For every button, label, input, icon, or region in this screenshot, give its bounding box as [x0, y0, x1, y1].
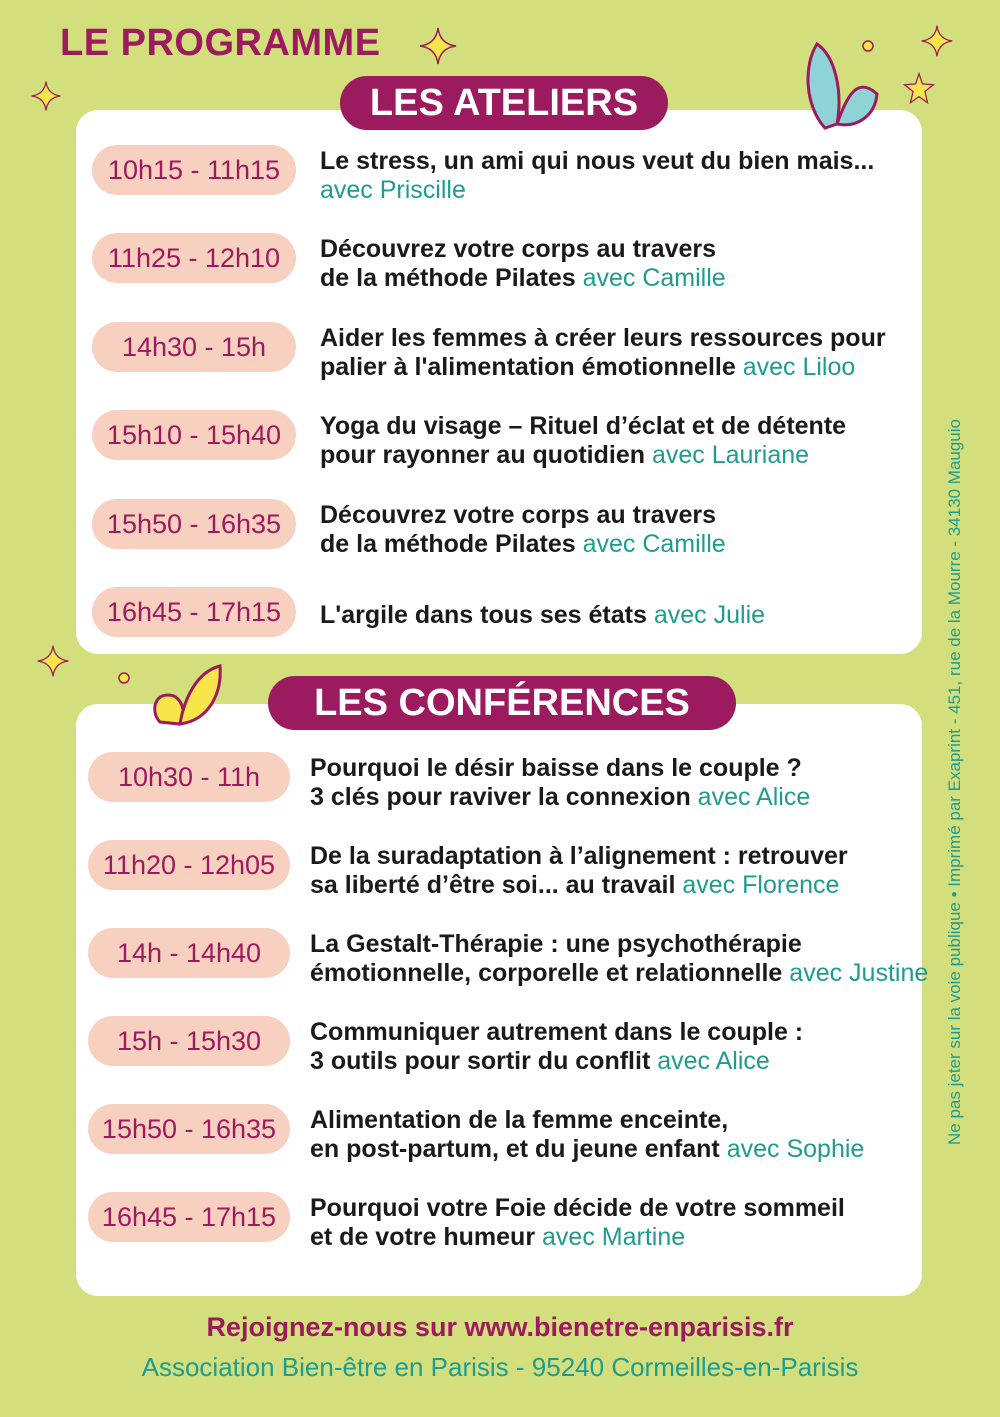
- session-title: [310, 1194, 845, 1252]
- schedule-row: [88, 752, 928, 811]
- time-badge: 11h20 - 12h05: [88, 840, 290, 890]
- time-badge: 16h45 - 17h15: [88, 1192, 290, 1242]
- session-title-line: La Gestalt-Thérapie : une psychothérapie: [310, 930, 802, 958]
- session-title-line: L'argile dans tous ses états: [320, 601, 647, 629]
- speaker-name: avec Florence: [682, 871, 840, 899]
- session-title: [320, 235, 726, 293]
- speaker-name: avec Liloo: [742, 352, 856, 381]
- schedule-row: [92, 499, 932, 558]
- session-title-line: en post-partum, et du jeune enfant: [310, 1135, 720, 1163]
- session-title-line: de la méthode Pilates: [320, 264, 583, 293]
- schedule-row: [92, 410, 932, 470]
- page-title: LE PROGRAMME: [60, 22, 381, 64]
- session-title-line: pour rayonner au quotidien: [320, 441, 646, 470]
- session-title-line: palier à l'alimentation émotionnelle: [320, 352, 736, 381]
- time-badge: 16h45 - 17h15: [92, 587, 296, 637]
- speaker-name: avec Julie: [653, 601, 766, 629]
- speaker-name: avec Alice: [657, 1047, 770, 1075]
- speaker-name: avec Camille: [582, 264, 726, 293]
- session-title: [310, 842, 848, 900]
- time-badge: 14h - 14h40: [88, 928, 290, 978]
- speaker-name: avec Martine: [542, 1223, 686, 1251]
- butterfly-icon: [795, 36, 880, 136]
- time-badge: 15h10 - 15h40: [92, 410, 296, 460]
- session-title-line: Pourquoi le désir baisse dans le couple ?: [310, 754, 802, 782]
- session-title: [320, 324, 886, 382]
- ateliers-section-title: LES ATELIERS: [340, 76, 668, 130]
- speaker-name: avec Sophie: [726, 1135, 865, 1163]
- session-title-line: et de votre humeur: [310, 1223, 536, 1251]
- schedule-row: [92, 145, 932, 204]
- website-link[interactable]: Rejoignez-nous sur www.bienetre-enparisis.fr: [206, 1312, 794, 1342]
- speaker-name: avec Lauriane: [651, 441, 810, 470]
- speaker-name: avec Camille: [582, 529, 726, 558]
- session-title-line: Yoga du visage – Rituel d’éclat et de détente: [320, 412, 847, 441]
- session-title-line: sa liberté d’être soi... au travail: [310, 871, 676, 899]
- session-title: [310, 930, 928, 988]
- sparkle-icon: [920, 24, 954, 58]
- time-badge: 11h25 - 12h10: [92, 233, 296, 283]
- session-title: [310, 1018, 803, 1076]
- session-title-line: émotionnelle, corporelle et relationnelle: [310, 959, 783, 987]
- print-mention: Ne pas jeter sur la voie publique • Imprimé par Exaprint - 451, rue de la Mourre - 34130 Mauguio: [945, 419, 964, 1145]
- speaker-name: avec Priscille: [320, 176, 466, 204]
- session-title-line: Communiquer autrement dans le couple :: [310, 1018, 804, 1046]
- schedule-row: [92, 322, 932, 381]
- time-badge: 15h50 - 16h35: [92, 499, 296, 549]
- session-title-line: de la méthode Pilates: [320, 529, 576, 558]
- sparkle-icon: [30, 80, 62, 112]
- session-title-line: 3 outils pour sortir du conflit: [310, 1047, 651, 1075]
- schedule-row: [88, 1016, 928, 1075]
- schedule-row: [88, 840, 928, 899]
- schedule-row: [88, 1104, 928, 1163]
- butterfly-icon: [146, 660, 226, 730]
- session-title: [320, 501, 726, 559]
- schedule-row: [92, 587, 932, 641]
- sparkle-icon: [418, 26, 458, 66]
- session-title: [320, 147, 874, 205]
- association-address: Association Bien-être en Parisis - 95240 Cormeilles-en-Parisis: [141, 1352, 859, 1382]
- session-title-line: Alimentation de la femme enceinte,: [310, 1106, 729, 1134]
- time-badge: 15h - 15h30: [88, 1016, 290, 1066]
- schedule-row: [88, 1192, 928, 1251]
- session-title-line: Pourquoi votre Foie décide de votre sommeil: [310, 1194, 845, 1222]
- schedule-row: [88, 928, 929, 987]
- time-badge: 14h30 - 15h: [92, 322, 296, 372]
- session-title-line: 3 clés pour raviver la connexion: [310, 783, 691, 811]
- session-title-line: Aider les femmes à créer leurs ressources pour: [320, 323, 886, 352]
- speaker-name: avec Justine: [789, 959, 929, 987]
- sparkle-icon: [902, 72, 936, 106]
- sparkle-icon: [36, 644, 70, 678]
- session-title-line: Découvrez votre corps au travers: [320, 235, 717, 264]
- session-title-line: De la suradaptation à l’alignement : retrouver: [310, 842, 848, 870]
- session-title: [310, 1106, 864, 1164]
- session-title-line: Découvrez votre corps au travers: [320, 500, 717, 529]
- session-title-line: Le stress, un ami qui nous veut du bien mais...: [320, 147, 875, 175]
- speaker-name: avec Alice: [697, 783, 811, 811]
- session-title: [310, 754, 810, 812]
- time-badge: 10h15 - 11h15: [92, 145, 296, 195]
- session-title: [320, 412, 846, 470]
- circle-dot-icon: [116, 670, 132, 686]
- schedule-row: [92, 233, 932, 293]
- conferences-section-title: LES CONFÉRENCES: [268, 676, 736, 730]
- session-title: [320, 601, 765, 630]
- time-badge: 15h50 - 16h35: [88, 1104, 290, 1154]
- time-badge: 10h30 - 11h: [88, 752, 290, 802]
